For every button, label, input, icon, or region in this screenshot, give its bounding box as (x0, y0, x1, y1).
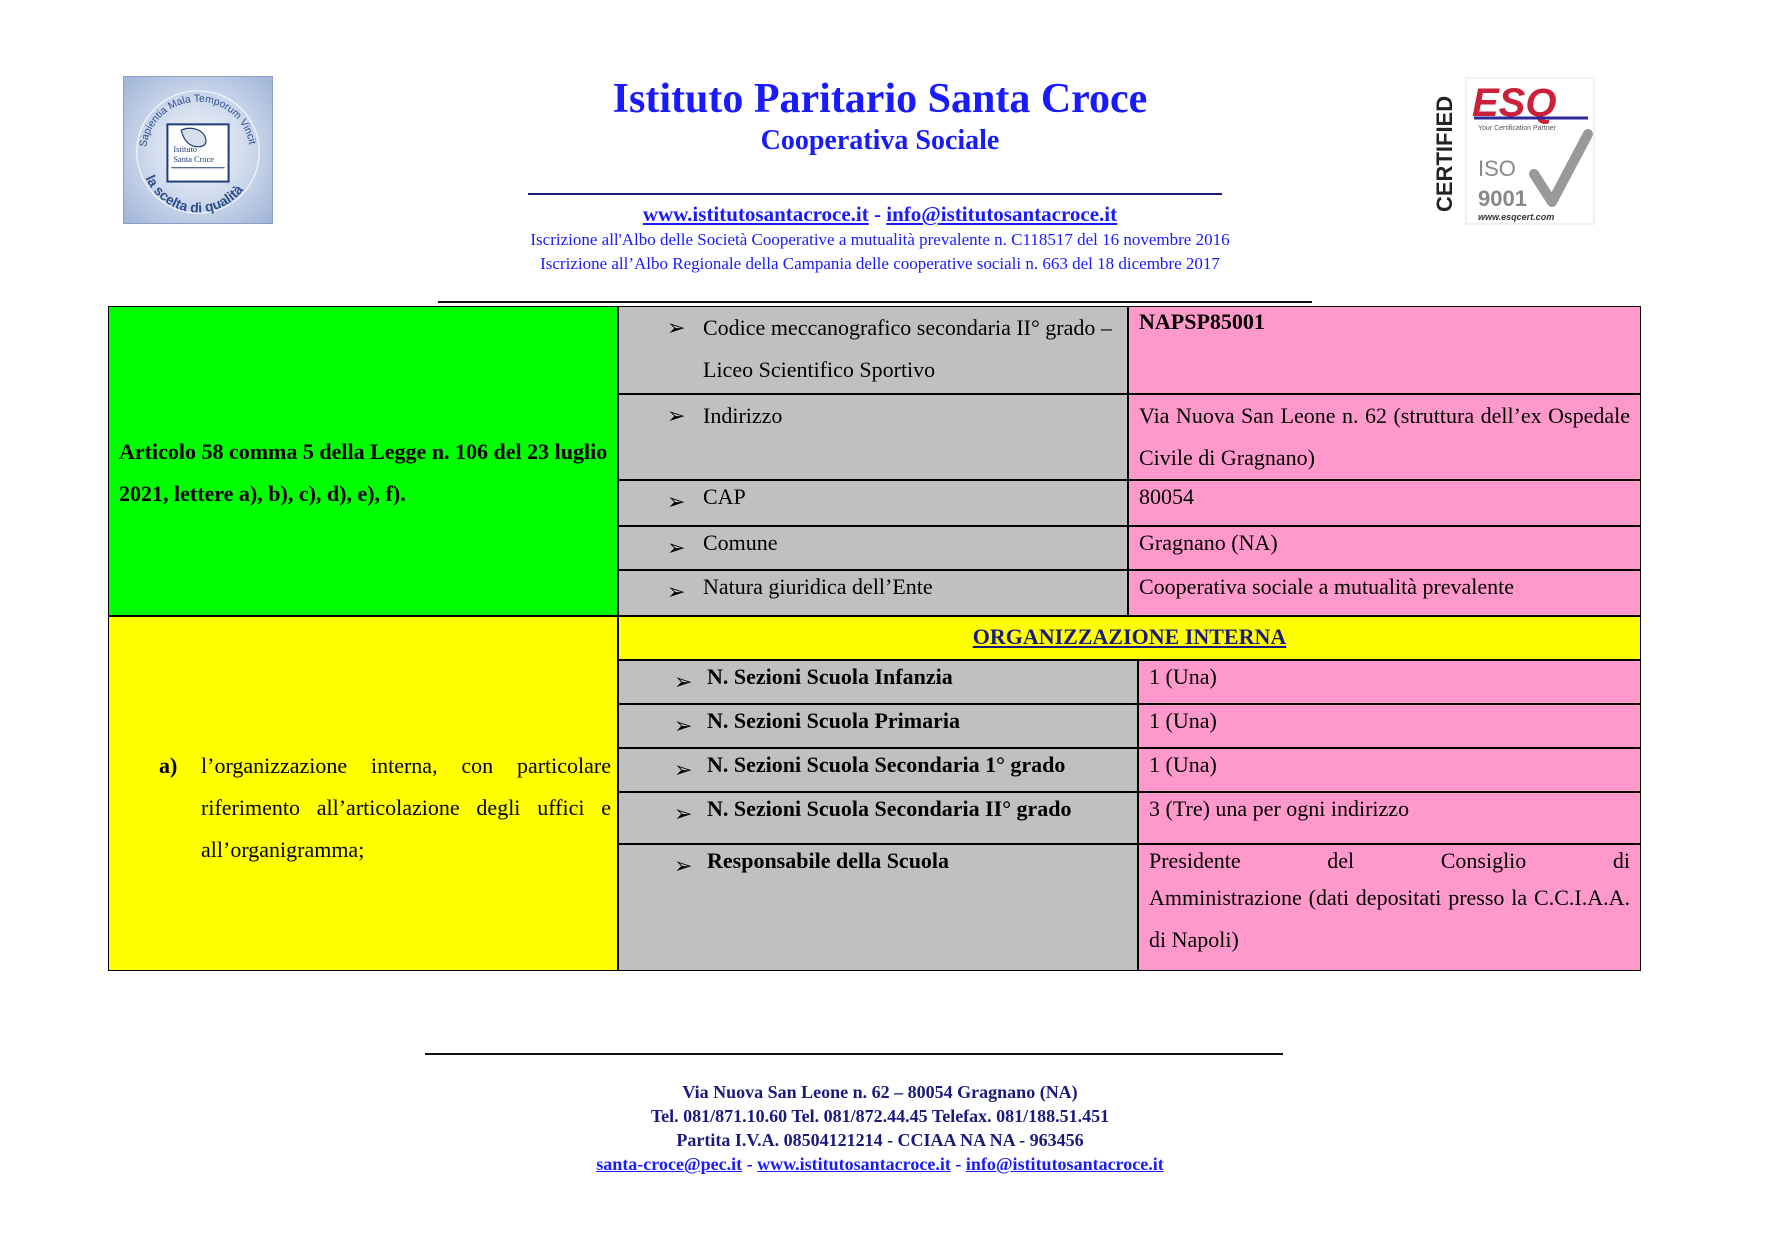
table-row-label: ➢ Responsabile della Scuola (618, 844, 1138, 971)
footer-website-link[interactable]: www.istitutosantacroce.it (757, 1154, 951, 1174)
header-link-separator: - (868, 202, 887, 226)
header-website-link[interactable]: www.istitutosantacroce.it (642, 202, 869, 226)
bullet-arrow-icon: ➢ (667, 403, 686, 428)
bullet-arrow-icon: ➢ (667, 535, 686, 560)
table-row-label: ➢ N. Sezioni Scuola Secondaria 1° grado (618, 748, 1138, 792)
table-row-label: ➢ N. Sezioni Scuola Secondaria II° grado (618, 792, 1138, 844)
table-row-label: ➢ CAP (618, 480, 1128, 526)
footer-phones: Tel. 081/871.10.60 Tel. 081/872.44.45 Telefax. 081/188.51.451 (650, 1106, 1110, 1126)
organization-description-cell (108, 616, 618, 971)
bullet-arrow-icon: ➢ (667, 315, 686, 340)
footer-separator: - (742, 1154, 758, 1174)
header-email-link[interactable]: info@istitutosantacroce.it (886, 202, 1118, 226)
logo-motto: Sapientia Mala Temporum Vincit (138, 93, 258, 148)
bullet-arrow-icon: ➢ (674, 757, 693, 782)
bullet-arrow-icon: ➢ (674, 713, 693, 738)
institute-title: Istituto Paritario Santa Croce (612, 76, 1148, 122)
table-row-label: ➢ Natura giuridica dell’Ente (618, 570, 1128, 616)
table-row-value: NAPSP85001 (1128, 306, 1641, 394)
table-row-value: Cooperativa sociale a mutualità prevalente (1128, 570, 1641, 616)
footer-divider (425, 1053, 1283, 1055)
header-links (400, 200, 1360, 228)
table-row-label: ➢ N. Sezioni Scuola Primaria (618, 704, 1138, 748)
info-table (108, 306, 1641, 971)
table-row-value: 1 (Una) (1138, 748, 1641, 792)
organization-section-title: ORGANIZZAZIONE INTERNA (618, 616, 1641, 660)
esq-certification-logo (1428, 76, 1598, 228)
esq-site: www.esqcert.com (1478, 212, 1555, 222)
bullet-arrow-icon: ➢ (674, 853, 693, 878)
logo-tagline: la scelta di qualità (142, 172, 246, 216)
esq-partner: Your Certification Partner (1478, 125, 1556, 132)
footer-address: Via Nuova San Leone n. 62 – 80054 Gragnano (NA) (682, 1082, 1078, 1102)
law-reference-cell (108, 306, 618, 616)
footer-vat: Partita I.V.A. 08504121214 - CCIAA NA NA - 963456 (676, 1130, 1084, 1150)
esq-brand: ESQ (1472, 81, 1557, 125)
table-row-label: ➢ Indirizzo (618, 394, 1128, 480)
header-bottom-divider (438, 301, 1312, 303)
table-row-value: 3 (Tre) una per ogni indirizzo (1138, 792, 1641, 844)
bullet-arrow-icon: ➢ (674, 801, 693, 826)
table-row-value: 80054 (1128, 480, 1641, 526)
iso-number: 9001 (1478, 186, 1527, 211)
footer-separator: - (950, 1154, 966, 1174)
table-row-label: ➢ Codice meccanografico secondaria II° grado – Liceo Scientifico Sportivo (618, 306, 1128, 394)
organization-description-text: l’organizzazione interna, con particolare riferimento all’articolazione degli uffici e all’organigramma; (201, 753, 611, 862)
item-marker: a) (159, 753, 178, 778)
institute-subtitle: Cooperativa Sociale (760, 125, 1000, 156)
footer-pec-link[interactable]: santa-croce@pec.it (596, 1154, 743, 1174)
registration-line-2: Iscrizione all’Albo Regionale della Campania delle cooperative sociali n. 663 del 18 dicembre 2017 (540, 254, 1220, 273)
school-logo (123, 76, 273, 224)
bullet-arrow-icon: ➢ (667, 579, 686, 604)
table-row-value: Via Nuova San Leone n. 62 (struttura dell’ex Ospedale Civile di Gragnano) (1128, 394, 1641, 480)
header-divider (528, 193, 1222, 195)
footer-email-link[interactable]: info@istitutosantacroce.it (965, 1154, 1164, 1174)
iso-label: ISO (1478, 156, 1516, 181)
table-row-value: 1 (Una) (1138, 704, 1641, 748)
logo-name-2: Santa Croce (173, 154, 215, 164)
logo-name-1: Istituto (173, 144, 198, 154)
table-row-value: Gragnano (NA) (1128, 526, 1641, 570)
table-row-label: ➢ N. Sezioni Scuola Infanzia (618, 660, 1138, 704)
table-row-value: 1 (Una) (1138, 660, 1641, 704)
certified-label: CERTIFIED (1432, 95, 1457, 212)
footer-links (380, 1152, 1380, 1176)
registration-line-1: Iscrizione all'Albo delle Società Cooperative a mutualità prevalente n. C118517 del 16 novembre 2016 (530, 230, 1230, 249)
table-row-value: Presidente del Consiglio di Amministrazione (dati depositati presso la C.C.I.A.A. di Napoli) (1138, 844, 1641, 971)
table-row-label: ➢ Comune (618, 526, 1128, 570)
bullet-arrow-icon: ➢ (674, 669, 693, 694)
bullet-arrow-icon: ➢ (667, 489, 686, 514)
law-reference-text: Articolo 58 comma 5 della Legge n. 106 del 23 luglio 2021, lettere a), b), c), d), e), f). (119, 439, 608, 506)
